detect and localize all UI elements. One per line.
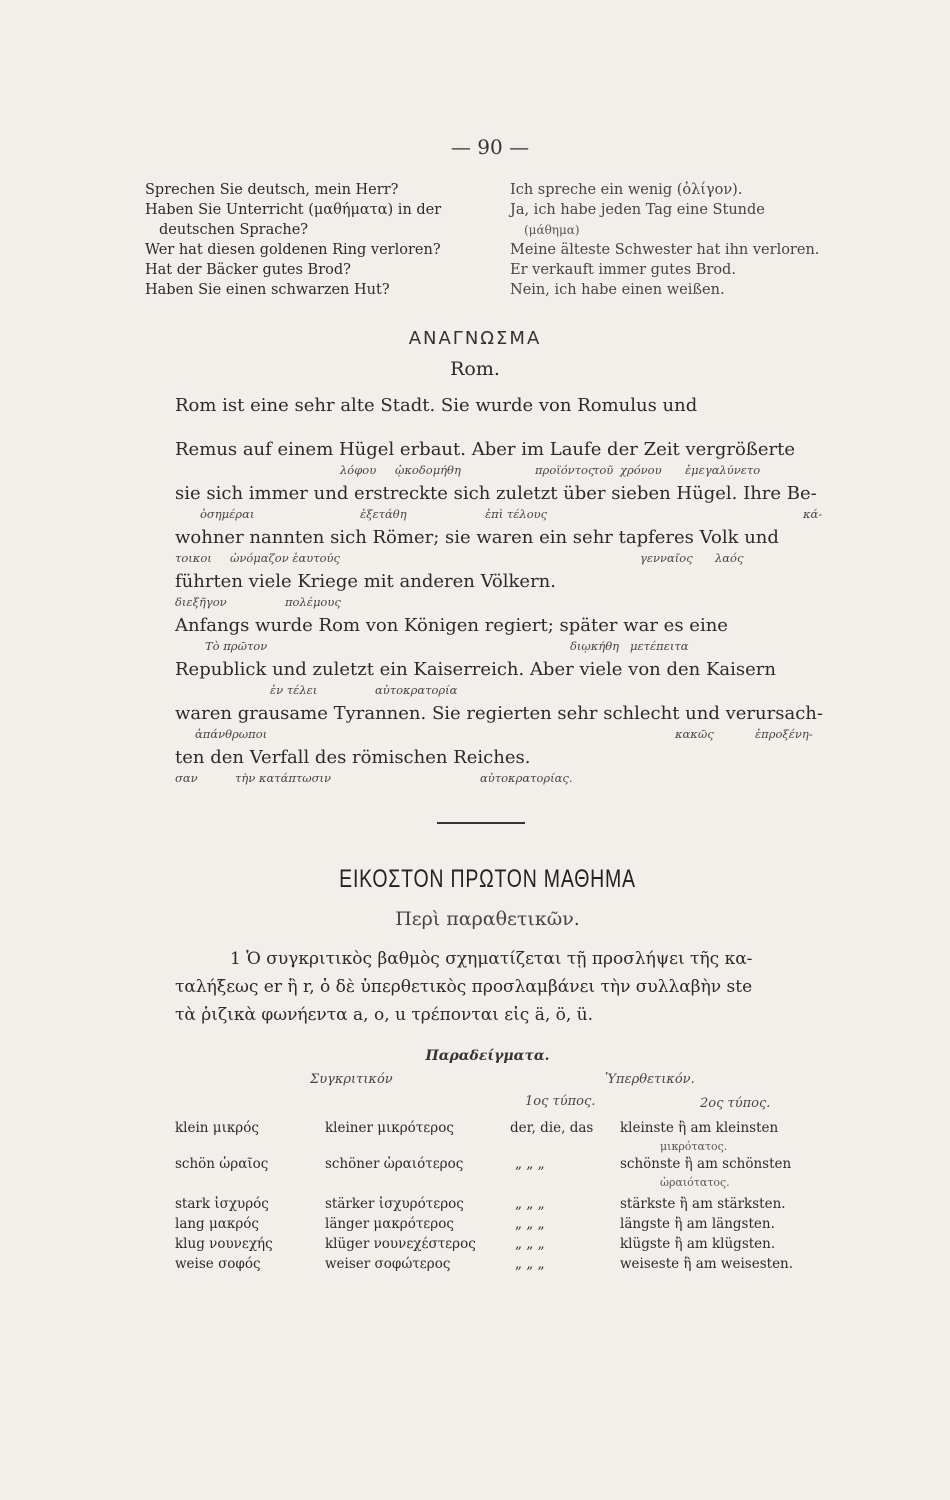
- gloss: κά-: [803, 507, 823, 521]
- dialogue-row: [145, 220, 825, 240]
- table-row: [175, 1216, 825, 1236]
- rule-line: τὰ ῥιζικὰ φωνήεντα a, o, u τρέπονται εἰς ä, ö, ü.: [175, 1005, 594, 1025]
- superlative-gloss: ὡραιότατος.: [660, 1176, 730, 1189]
- dialogue-row: [145, 240, 825, 260]
- dialogue-question: Sprechen Sie deutsch, mein Herr?: [145, 182, 399, 198]
- positive-form: schön ὡραῖος: [175, 1156, 269, 1172]
- superlative-form: kleinste ἢ am kleinsten: [620, 1120, 779, 1136]
- gloss: διεξῆγον: [175, 595, 227, 609]
- gloss: λαός: [715, 551, 744, 565]
- dialogue-row: [145, 280, 825, 300]
- gloss: ὠνόμαζον ἑαυτούς: [230, 551, 340, 565]
- dialogue-question: Haben Sie Unterricht (μαθήματα) in der: [145, 202, 442, 218]
- gloss: ἐν τέλει: [270, 683, 318, 697]
- superlative-form: stärkste ἢ am stärksten.: [620, 1196, 786, 1212]
- superlative-article: „ „ „: [515, 1256, 545, 1272]
- dialogue-section: [145, 180, 825, 300]
- type2-header: 2ος τύπος.: [700, 1096, 771, 1111]
- table-row: [175, 1120, 825, 1153]
- reading-title: Rom.: [450, 358, 500, 380]
- dialogue-row: [145, 200, 825, 220]
- lesson-title: ΕΙΚΟΣΤΟΝ ΠΡΩΤΟΝ ΜΑΘΗΜΑ: [339, 865, 636, 893]
- dialogue-answer: (μάθημα): [524, 223, 580, 237]
- table-row: [175, 1196, 825, 1216]
- gloss: χρόνου: [620, 463, 662, 477]
- superlative-gloss: μικρότατος.: [660, 1140, 728, 1153]
- gloss: τοῦ: [593, 463, 614, 477]
- dialogue-question: Hat der Bäcker gutes Brod?: [145, 262, 351, 278]
- dialogue-answer: Meine älteste Schwester hat ihn verloren.: [510, 242, 820, 258]
- dialogue-question: Haben Sie einen schwarzen Hut?: [145, 282, 390, 298]
- gloss: πολέμους: [285, 595, 341, 609]
- examples-heading: Παραδείγματα.: [425, 1048, 550, 1064]
- dialogue-row: [145, 260, 825, 280]
- gloss: αὐτοκρατορίας.: [480, 771, 573, 785]
- comparative-column-header: Συγκριτικόν: [310, 1072, 393, 1087]
- superlative-form: längste ἢ am längsten.: [620, 1216, 775, 1232]
- gloss: γενναῖος: [640, 551, 693, 565]
- gloss: ἀπάνθρωποι: [195, 727, 268, 741]
- reading-line: ten den Verfall des römischen Reiches.: [175, 747, 531, 768]
- rule-line: ταλήξεως er ἢ r, ὁ δὲ ὑπερθετικὸς προσλαμβάνει τὴν συλλαβὴν ste: [175, 977, 753, 997]
- positive-form: klug νουνεχής: [175, 1236, 273, 1252]
- superlative-form: weiseste ἢ am weisesten.: [620, 1256, 794, 1272]
- page-number: — 90 —: [450, 135, 530, 159]
- gloss: μετέπειτα: [630, 639, 689, 653]
- superlative-column-header: Ὑπερθετικόν.: [605, 1072, 695, 1087]
- positive-form: stark ἰσχυρός: [175, 1196, 269, 1212]
- gloss: Τὸ πρῶτον: [205, 639, 268, 653]
- reading-line: Remus auf einem Hügel erbaut. Aber im Laufe der Zeit vergrößerte: [175, 439, 795, 460]
- table-row: [175, 1236, 825, 1256]
- lesson-subtitle: Περὶ παραθετικῶν.: [395, 908, 580, 930]
- superlative-article: „ „ „: [515, 1236, 545, 1252]
- comparative-form: weiser σοφώτερος: [325, 1256, 451, 1272]
- gloss: σαν: [175, 771, 198, 785]
- gloss: λόφου: [340, 463, 377, 477]
- dialogue-question: deutschen Sprache?: [159, 222, 309, 238]
- positive-form: klein μικρός: [175, 1120, 259, 1136]
- gloss: τὴν κατάπτωσιν: [235, 771, 331, 785]
- reading-line: wohner nannten sich Römer; sie waren ein sehr tapferes Volk und: [175, 527, 779, 548]
- reading-line: waren grausame Tyrannen. Sie regierten sehr schlecht und verursach-: [175, 703, 823, 724]
- dialogue-answer: Ich spreche ein wenig (ὀλίγον).: [510, 182, 743, 198]
- gloss: ἐξετάθη: [360, 507, 407, 521]
- dialogue-answer: Er verkauft immer gutes Brod.: [510, 262, 736, 278]
- comparative-form: länger μακρότερος: [325, 1216, 454, 1232]
- gloss: τοικοι: [175, 551, 212, 565]
- gloss: ἐπροξένη-: [755, 727, 813, 741]
- dialogue-row: [145, 180, 825, 200]
- reading-line: Rom ist eine sehr alte Stadt. Sie wurde von Romulus und: [175, 395, 698, 416]
- superlative-article: „ „ „: [515, 1216, 545, 1232]
- gloss: προϊόντος: [535, 463, 595, 477]
- table-row: [175, 1256, 825, 1276]
- table-row: [175, 1156, 825, 1189]
- dialogue-question: Wer hat diesen goldenen Ring verloren?: [145, 242, 441, 258]
- superlative-article: „ „ „: [515, 1156, 545, 1172]
- superlative-form: schönste ἢ am schönsten: [620, 1156, 792, 1172]
- reading-line: Republick und zuletzt ein Kaiserreich. Aber viele von den Kaisern: [175, 659, 776, 680]
- reading-heading: ΑΝΑΓΝΩΣΜΑ: [408, 328, 542, 349]
- comparative-form: schöner ὡραιότερος: [325, 1156, 464, 1172]
- superlative-form: klügste ἢ am klügsten.: [620, 1236, 776, 1252]
- rule-line: 1 Ὁ συγκριτικὸς βαθμὸς σχηματίζεται τῇ προσλήψει τῆς κα-: [230, 949, 753, 969]
- comparative-form: klüger νουνεχέστερος: [325, 1236, 476, 1252]
- gloss: κακῶς: [675, 727, 714, 741]
- gloss: ὁσημέραι: [200, 507, 255, 521]
- gloss: διῳκήθη: [570, 639, 620, 653]
- comparative-form: kleiner μικρότερος: [325, 1120, 454, 1136]
- superlative-article: „ „ „: [515, 1196, 545, 1212]
- reading-line: sie sich immer und erstreckte sich zuletzt über sieben Hügel. Ihre Be-: [175, 483, 817, 504]
- comparative-form: stärker ἰσχυρότερος: [325, 1196, 464, 1212]
- positive-form: lang μακρός: [175, 1216, 259, 1232]
- reading-line: führten viele Kriege mit anderen Völkern.: [175, 571, 556, 592]
- gloss: αὐτοκρατορία: [375, 683, 458, 697]
- dialogue-answer: Nein, ich habe einen weißen.: [510, 282, 725, 298]
- dialogue-answer: Ja, ich habe jeden Tag eine Stunde: [510, 202, 765, 218]
- type1-header: 1ος τύπος.: [525, 1094, 596, 1109]
- gloss: ᾠκοδομήθη: [395, 463, 461, 477]
- positive-form: weise σοφός: [175, 1256, 261, 1272]
- reading-line: Anfangs wurde Rom von Königen regiert; später war es eine: [175, 615, 728, 636]
- gloss: ἐμεγαλύνετο: [685, 463, 761, 477]
- superlative-article: der, die, das: [510, 1120, 594, 1136]
- gloss: ἐπὶ τέλους: [485, 507, 548, 521]
- section-divider: [437, 822, 525, 824]
